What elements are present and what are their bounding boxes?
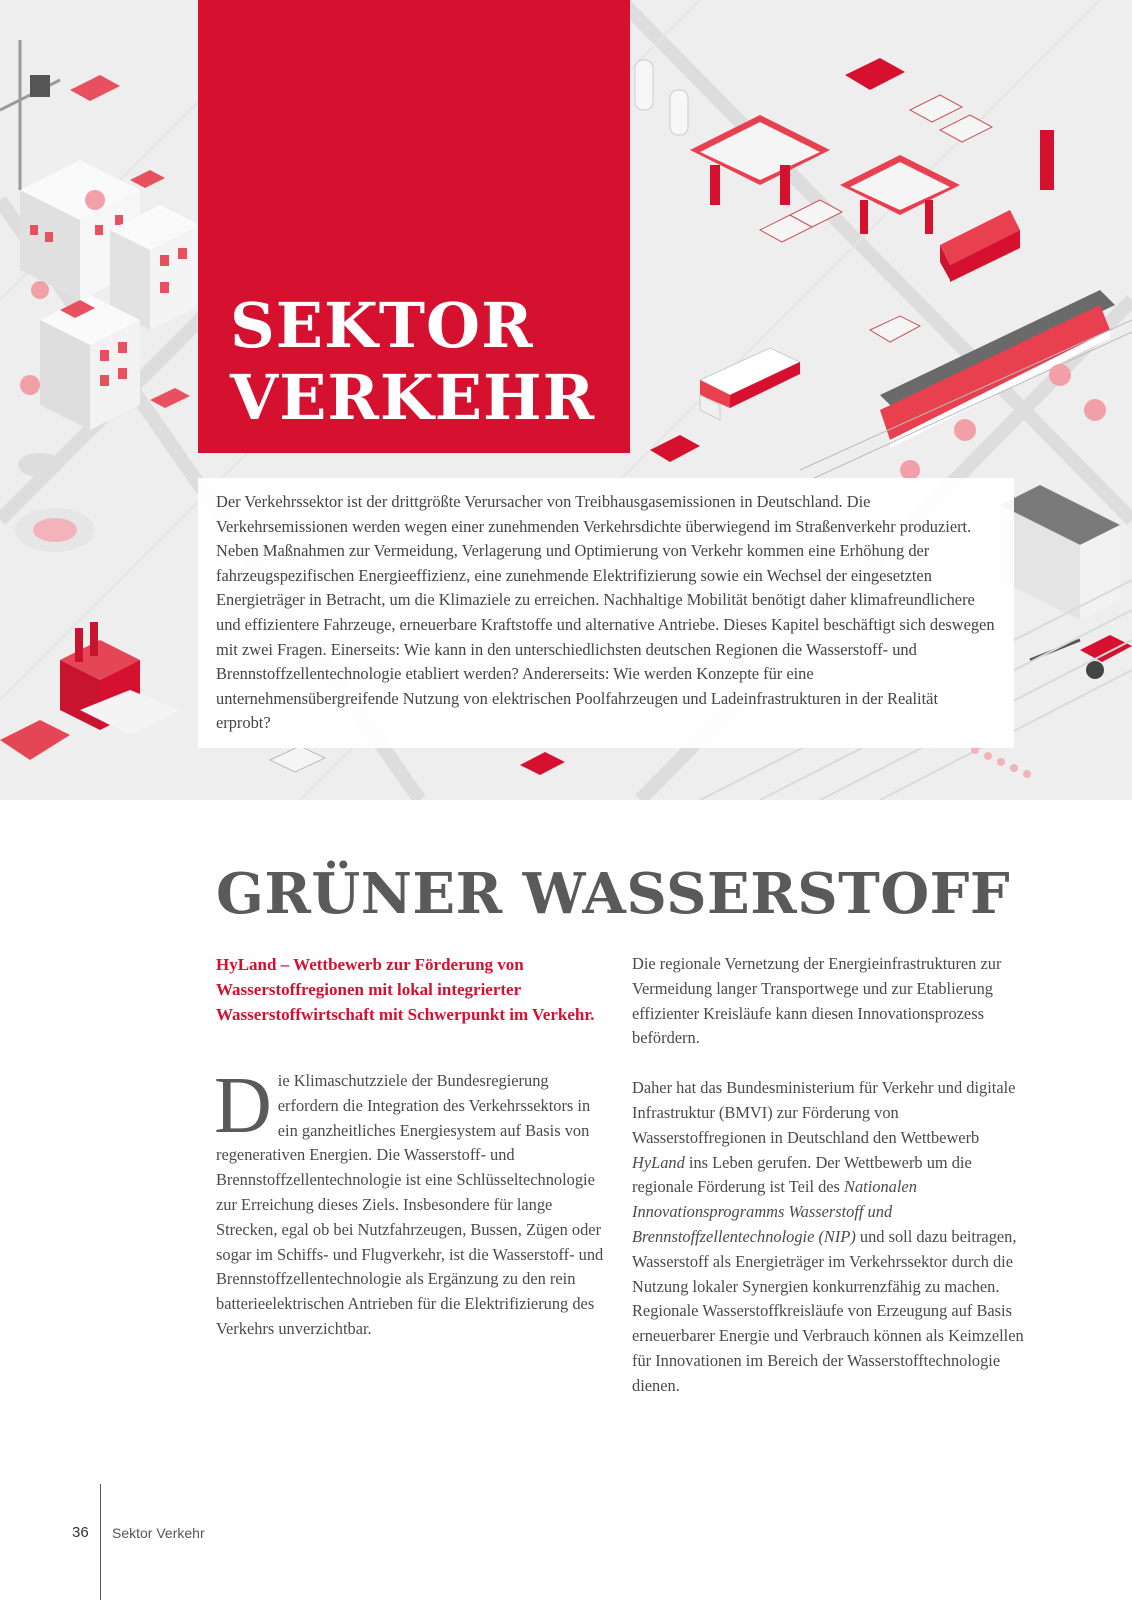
chapter-title-line1: SEKTOR [230, 289, 534, 362]
chapter-title-box [198, 0, 630, 453]
paragraph-2: Die regionale Vernetzung der Energieinfrastrukturen zur Vermeidung langer Transportwege und zur Etablierung effizienter Kreisläufe kann diesen Innovationsprozess befördern. [632, 954, 1002, 1048]
footer-divider [100, 1484, 101, 1600]
section-title: GRÜNER WASSERSTOFF [216, 861, 1011, 927]
paragraph-1-text: ie Klimaschutzziele der Bundesregierung erfordern die Integration des Verkehrssektors in ein ganzheitliches Energiesystem auf Basis von regenerativen Energien. Die Wasserstoff- und Brennstoffzellentechnologie ist eine Schlüsseltechnologie zur Erreichung dieses Ziels. Insbesondere für lange Strecken, egal ob bei Nutzfahrzeugen, Bussen, Zügen oder sogar im Schiffs- und Flugverkehr, ist die Wasserstoff- und Brennstoffzellentechnologie als Ergänzung zu den rein batterieelektrischen Antrieben für die Elektrifizierung des Verkehrs unverzichtbar. [216, 1071, 604, 1338]
hyland-emphasis: HyLand [632, 1152, 685, 1172]
intro-text: Der Verkehrssektor ist der drittgrößte Verursacher von Treibhausgasemissionen in Deutschland. Die Verkehrsemissionen werden wegen einer zunehmenden Verkehrsdichte überwiegend im Straßenverkehr produziert. Neben Maßnahmen zur Vermeidung, Verlagerung und Optimierung von Verkehr kommen eine Erhöhung der fahrzeugspezifischen Energieeffizienz, eine zunehmende Elektrifizierung sowie ein Wechsel der eingesetzten Energieträger in Betracht, um die Klimaziele zu erreichen. Nachhaltige Mobilität benötigt daher klimafreundlichere und effizientere Fahrzeuge, erneuerbare Kraftstoffe und alternative Antriebe. Dieses Kapitel beschäftigt sich deswegen mit zwei Fragen. Einerseits: Wie kann in den unterschiedlichsten deutschen Regionen die Wasserstoff- und Brennstoffzellentechnologie etabliert werden? Andererseits: Wie werden Konzepte für eine unternehmensübergreifende Nutzung von elektrischen Poolfahrzeugen und Ladeinfrastrukturen in der Realität erprobt? [216, 492, 995, 733]
intro-box [198, 478, 1014, 748]
nip-emphasis: Nationalen Innovationsprogramms Wasserstoff und Brennstoffzellentechnologie (NIP) [632, 1177, 917, 1246]
chapter-title [230, 290, 595, 434]
right-column [632, 952, 1027, 1399]
lead-text: HyLand – Wettbewerb zur Förderung von Wasserstoffregionen mit lokal integrierter Wasserstoffwirtschaft mit Schwerpunkt im Verkehr. [216, 955, 595, 1024]
paragraph-3-part-b: ins Leben gerufen. Der Wettbewerb um die regionale Förderung ist Teil des [632, 1152, 972, 1197]
left-column [216, 952, 611, 1342]
footer-section-label: Sektor Verkehr [112, 1525, 205, 1541]
paragraph-3-part-a: Daher hat das Bundesministerium für Verkehr und digitale Infrastruktur (BMVI) zur Förderung von Wasserstoffregionen in Deutschland den Wettbewerb [632, 1078, 1016, 1147]
drop-cap: D [214, 1062, 272, 1150]
paragraph-1 [214, 1062, 611, 1342]
chapter-title-line2: VERKEHR [230, 361, 596, 434]
paragraph-3-part-c: und soll dazu beitragen, Wasserstoff als Energieträger im Verkehrssektor durch die Nutzung lokaler Synergien konkurrenzfähig zu machen. Regionale Wasserstoffkreisläufe von Erzeugung auf Basis erneuerbarer Energie und Verbrauch können als Keimzellen für Innovationen im Bereich der Wasserstofftechnologie dienen. [632, 1226, 1024, 1395]
page-number: 36 [72, 1524, 89, 1541]
paragraph-3 [632, 1076, 1027, 1398]
